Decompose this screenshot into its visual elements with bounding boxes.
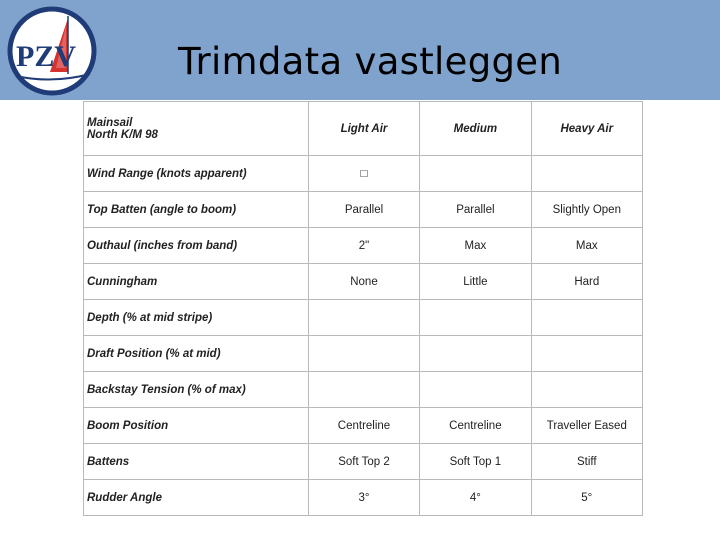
row-label: Depth (% at mid stripe)	[84, 300, 309, 336]
table-cell: Soft Top 2	[308, 444, 419, 480]
table-row	[84, 228, 643, 264]
table-cell	[531, 300, 642, 336]
column-header-light-air: Light Air	[308, 102, 419, 156]
row-label: Cunningham	[84, 264, 309, 300]
logo-text: PZV	[16, 40, 76, 73]
table-cell: 5°	[531, 480, 642, 516]
sail-model-label: North K/M 98	[87, 128, 158, 141]
table-cell: 2"	[308, 228, 419, 264]
row-label: Draft Position (% at mid)	[84, 336, 309, 372]
table-cell: Max	[420, 228, 531, 264]
trim-table	[83, 101, 643, 515]
table-row	[84, 264, 643, 300]
table-cell: Hard	[531, 264, 642, 300]
table-cell	[420, 156, 531, 192]
table-header-row	[84, 102, 643, 156]
table-cell	[420, 372, 531, 408]
row-label: Backstay Tension (% of max)	[84, 372, 309, 408]
table-cell: None	[308, 264, 419, 300]
table-cell: Max	[531, 228, 642, 264]
table-row	[84, 300, 643, 336]
table-cell: 4°	[420, 480, 531, 516]
table-row	[84, 192, 643, 228]
table-cell: Little	[420, 264, 531, 300]
slide-title: Trimdata vastleggen	[178, 40, 563, 83]
table-row	[84, 444, 643, 480]
table-cell	[531, 372, 642, 408]
table-row	[84, 480, 643, 516]
column-header-medium: Medium	[420, 102, 531, 156]
table-cell: Parallel	[308, 192, 419, 228]
table-cell	[308, 300, 419, 336]
table-cell	[308, 372, 419, 408]
table-cell: 3°	[308, 480, 419, 516]
table-cell	[531, 156, 642, 192]
column-header-heavy-air: Heavy Air	[531, 102, 642, 156]
table-row	[84, 372, 643, 408]
table-cell: Centreline	[420, 408, 531, 444]
table-row	[84, 336, 643, 372]
table-row	[84, 156, 643, 192]
table-cell: Stiff	[531, 444, 642, 480]
row-label: Outhaul (inches from band)	[84, 228, 309, 264]
row-label: Boom Position	[84, 408, 309, 444]
table-cell: □	[308, 156, 419, 192]
table-cell: Centreline	[308, 408, 419, 444]
table-cell	[531, 336, 642, 372]
table-cell	[420, 300, 531, 336]
table-cell: Slightly Open	[531, 192, 642, 228]
row-label: Wind Range (knots apparent)	[84, 156, 309, 192]
table-cell: Soft Top 1	[420, 444, 531, 480]
table-cell	[308, 336, 419, 372]
table-cell: Traveller Eased	[531, 408, 642, 444]
table-cell: Parallel	[420, 192, 531, 228]
table-cell	[420, 336, 531, 372]
row-label: Battens	[84, 444, 309, 480]
table-row	[84, 408, 643, 444]
header-bar	[0, 0, 720, 100]
mainsail-label: Mainsail	[87, 116, 133, 129]
pzv-logo	[6, 6, 98, 96]
row-label: Top Batten (angle to boom)	[84, 192, 309, 228]
mainsail-title-cell	[84, 102, 309, 156]
row-label: Rudder Angle	[84, 480, 309, 516]
